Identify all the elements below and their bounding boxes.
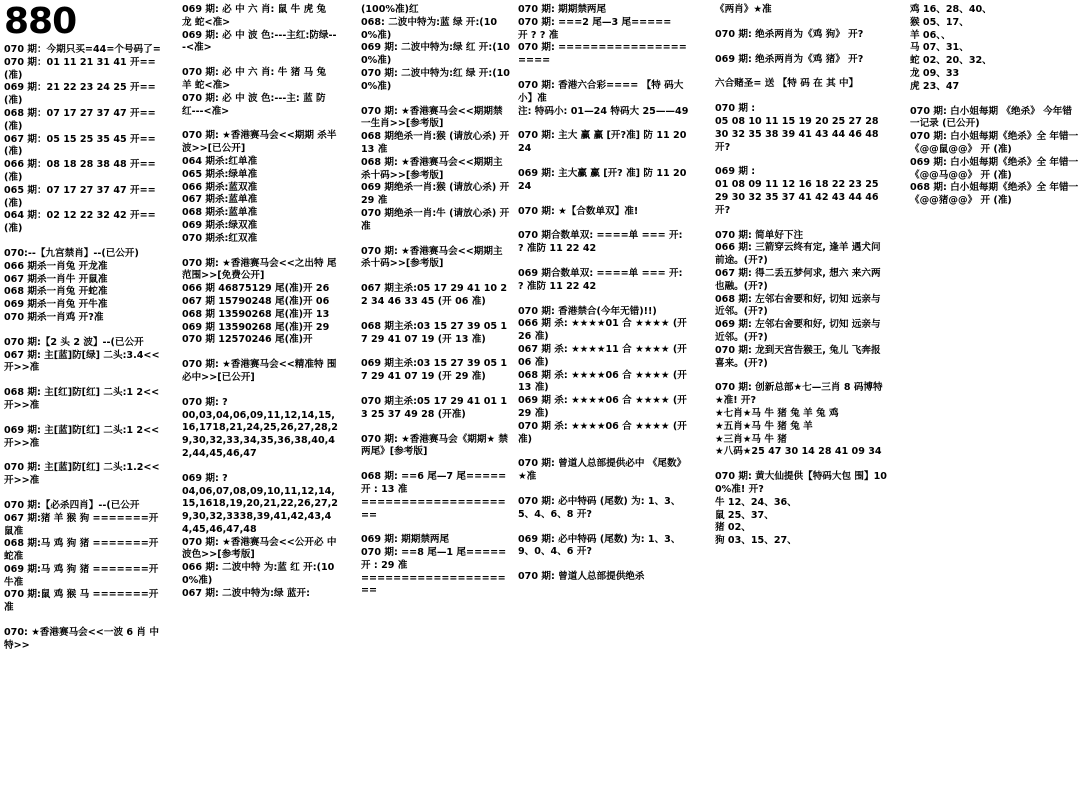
text-line: 065 期：07 17 27 37 47 开==(准) bbox=[4, 184, 156, 209]
text-line: 068 期杀一肖兔 开蛇准 bbox=[4, 286, 108, 298]
column-1 bbox=[4, 0, 162, 797]
text-line: 070 期杀一肖鸡 开?准 bbox=[4, 311, 104, 323]
spacer bbox=[361, 384, 513, 396]
spacer bbox=[361, 346, 513, 358]
text-line: 069 期: 必 中 波 色:---主红:防绿---<准> bbox=[182, 29, 337, 54]
text-line: 鼠 25、37、 bbox=[715, 509, 774, 521]
spacer bbox=[182, 347, 338, 359]
text-line: 069 期: 主大赢 赢 [开? 准] 防 11 20 24 bbox=[518, 167, 690, 192]
text-line: 069 期绝杀一肖:猴 (请放心杀) 开 29 准 bbox=[361, 182, 513, 207]
text-line: 064 期杀:红单准 bbox=[182, 155, 258, 167]
spacer bbox=[518, 194, 690, 206]
text-line: 067 期 杀: ★★★★11 合 ★★★★ (开 06 准) bbox=[518, 343, 690, 368]
text-line: 六合赌圣= 送 【特 码 在 其 中】 bbox=[715, 78, 859, 90]
spacer bbox=[518, 294, 690, 306]
spacer bbox=[518, 446, 690, 458]
spacer bbox=[361, 94, 513, 106]
text-line: 070: ★香港赛马会<<一波 6 肖 中特>> bbox=[4, 627, 159, 651]
text-line: 070:--【九宫禁肖】--(已公开) bbox=[4, 247, 139, 259]
text-line: 069 期:马 鸡 狗 猪 =======开 牛准 bbox=[4, 563, 162, 588]
text-line: 牛 12、24、36、 bbox=[715, 496, 797, 508]
text-line: 070 期合数单双: ====单 === 开: ? 准防 11 22 42 bbox=[518, 230, 686, 255]
text-line: 070 期: 龙到天宫告猴王, 兔儿 飞奔报喜来。(开?) bbox=[715, 344, 881, 369]
text-line: 鸡 16、28、40、 bbox=[910, 4, 992, 15]
text-line: 070 期: ★香港赛马会<<之出特 尾范围>>[免费公开] bbox=[182, 257, 337, 282]
text-line: ★七肖★马 牛 猪 兔 羊 兔 鸡 bbox=[715, 407, 839, 419]
text-line: 068 期 13590268 尾(准)开 13 bbox=[182, 308, 330, 320]
text-line: 070 期: ==================== bbox=[518, 42, 687, 67]
spacer bbox=[4, 325, 162, 337]
column-5-body bbox=[715, 0, 887, 548]
column-4-body bbox=[518, 0, 690, 584]
text-line: 070 期: ★香港赛马会<<公开必 中波色>>[参考版] bbox=[182, 536, 337, 561]
spacer bbox=[518, 218, 690, 230]
text-line: 狗 03、15、27、 bbox=[715, 535, 797, 547]
text-line: 070 期 杀: ★★★★06 合 ★★★★ (开 准) bbox=[518, 420, 690, 445]
spacer bbox=[715, 17, 887, 29]
text-line: 070 期 12570246 尾(准)开 bbox=[182, 334, 313, 346]
column-2 bbox=[182, 0, 338, 797]
spacer bbox=[4, 450, 162, 462]
spacer bbox=[361, 234, 513, 246]
spacer bbox=[4, 375, 162, 387]
text-line: 04,06,07,08,09,10,11,12,14,15,1618,19,20,21,22,26,27,29,30,32,3338,39,41,42,43,44,45,46,47,48 bbox=[182, 485, 338, 535]
text-line: 070 期主杀:05 17 29 41 01 13 25 37 49 28 (开准) bbox=[361, 395, 508, 420]
spacer bbox=[4, 236, 162, 248]
text-line: ★八码★25 47 30 14 28 41 09 34 bbox=[715, 446, 882, 458]
spacer bbox=[715, 66, 887, 78]
text-line: 070 期: ? bbox=[182, 396, 228, 408]
spacer bbox=[715, 370, 887, 382]
text-line: 068 期: 左邻右舍要和好, 切知 远亲与近邻。(开?) bbox=[715, 293, 881, 318]
column-5 bbox=[715, 0, 887, 797]
text-line: 070 期: 香港六合彩==== 【特 码大小】准 bbox=[518, 79, 684, 104]
text-line: 070 期: 白小姐每期《绝杀》全 年错一 《@@鼠@@》 开 (准) bbox=[910, 131, 1079, 155]
text-line: 01 08 09 11 12 16 18 22 23 25 29 30 32 35 37 41 42 43 44 46 开? bbox=[715, 179, 882, 216]
spacer bbox=[518, 484, 690, 496]
text-line: 070 期: 必中特码 (尾数) 为: 1、3、5、4、6、8 开? bbox=[518, 495, 681, 520]
text-line: 066 期 46875129 尾(准)开 26 bbox=[182, 283, 330, 295]
spacer bbox=[518, 522, 690, 534]
spacer bbox=[518, 156, 690, 168]
text-line: 070 期:【2 头 2 波】--(已公开 bbox=[4, 336, 144, 348]
spacer bbox=[518, 118, 690, 130]
text-line: 068 期:马 鸡 狗 猪 =======开 蛇准 bbox=[4, 538, 162, 563]
text-line: 066 期: 二波中特 为:蓝 红 开:(100%准) bbox=[182, 562, 335, 587]
spacer bbox=[182, 461, 338, 473]
text-line: 070 期: ★香港赛马会<<期期禁 一生肖>>[参考版] bbox=[361, 105, 506, 130]
spacer bbox=[715, 154, 887, 166]
text-line: 070 期: 白小姐每期 《绝杀》 今年错一记录 (已公开) bbox=[910, 105, 1072, 130]
text-line: 070 期: ★香港赛马会<<精准特 围必中>>[已公开] bbox=[182, 359, 337, 383]
spacer bbox=[715, 42, 887, 54]
text-line: 069 期 13590268 尾(准)开 29 bbox=[182, 321, 330, 333]
text-line: 067 期:猪 羊 猴 狗 =======开 鼠准 bbox=[4, 512, 162, 537]
text-line: 070 期: 曾道人总部提供绝杀 bbox=[518, 571, 645, 583]
text-line: 070 期: ★香港赛马会<<期期 杀半波>>[已公开] bbox=[182, 130, 337, 155]
text-line: 069 期: 白小姐每期《绝杀》全 年错一 《@@马@@》 开 (准) bbox=[910, 156, 1079, 181]
spacer bbox=[4, 488, 162, 500]
spacer bbox=[910, 94, 1080, 106]
text-line: 067 期：05 15 25 35 45 开==(准) bbox=[4, 133, 156, 158]
text-line: 070 期: ===2 尾—3 尾===== bbox=[518, 16, 672, 28]
text-line: 070 期:鼠 鸡 猴 马 =======开 准 bbox=[4, 589, 162, 614]
text-line: 069 期: 绝杀两肖为《鸡 猪》 开? bbox=[715, 53, 864, 65]
spacer bbox=[361, 309, 513, 321]
text-line: 069 期: 期期禁两尾 bbox=[361, 534, 450, 546]
spacer bbox=[361, 422, 513, 434]
text-line: 066 期杀一肖兔 开龙准 bbox=[4, 260, 108, 272]
spacer bbox=[182, 246, 338, 258]
text-line: 069 期 杀: ★★★★06 合 ★★★★ (开 29 准) bbox=[518, 395, 690, 419]
text-line: 067 期杀:蓝单准 bbox=[182, 194, 258, 206]
text-line: 067 期 15790248 尾(准)开 06 bbox=[182, 295, 330, 307]
text-line: 注: 特码小: 01—24 特码大 25——49 bbox=[518, 105, 689, 117]
text-line: 066 期 杀: ★★★★01 合 ★★★★ (开 26 准) bbox=[518, 318, 690, 343]
text-line: 070 期: 黄大仙提供【特码大包 围】100%准! 开? bbox=[715, 471, 887, 495]
text-line: 068 期杀:蓝单准 bbox=[182, 207, 258, 219]
text-line: 067 期: 主[蓝]防[绿] 二头:3.4<<开>>准 bbox=[4, 349, 160, 374]
spacer bbox=[361, 271, 513, 283]
page-title: 880 bbox=[4, 1, 77, 42]
text-line: 069 期: 必中特码 (尾数) 为: 1、3、9、0、4、6 开? bbox=[518, 533, 681, 558]
text-line: 068 期: ==6 尾—7 尾===== 开 : 13 准 bbox=[361, 471, 510, 495]
spacer bbox=[4, 615, 162, 627]
text-line: 070 期: ★香港赛马会《期期★ 禁两尾》[参考版] bbox=[361, 433, 509, 458]
text-line: 068 期: 白小姐每期《绝杀》全 年错一 《@@猪@@》 开 (准) bbox=[910, 182, 1079, 207]
text-line: 070 期: 必 中 波 色:---主: 蓝 防红---<准> bbox=[182, 92, 326, 117]
text-line: 羊 06、、 bbox=[910, 29, 951, 41]
text-line: 070 期: ★【合数单双】准! bbox=[518, 205, 639, 217]
text-line: 068 期主杀:03 15 27 39 05 17 29 41 07 19 (开 13 准) bbox=[361, 320, 508, 345]
text-line: 070 期: 简单好下注 bbox=[715, 229, 804, 241]
text-line: 069 期: 二波中特为:绿 红 开:(100%准) bbox=[361, 42, 510, 67]
text-line: 猪 02、 bbox=[715, 522, 751, 534]
text-line: 067 期杀一肖牛 开鼠准 bbox=[4, 273, 108, 285]
text-line: 070 期：今期只买=44=个号码了= bbox=[4, 44, 161, 55]
text-line: 070 期: 必 中 六 肖: 牛 猪 马 兔 羊 蛇<准> bbox=[182, 67, 330, 91]
text-line: 070 期: ★香港赛马会<<期期主 杀十码>>[参考版] bbox=[361, 245, 506, 270]
text-line: 070 期: ==8 尾—1 尾===== 开 : 29 准 bbox=[361, 547, 510, 571]
column-6 bbox=[910, 0, 1080, 797]
text-line: 069 期 : bbox=[715, 166, 756, 178]
text-line: 066 期杀:蓝双准 bbox=[182, 181, 258, 193]
spacer bbox=[4, 413, 162, 425]
column-3 bbox=[361, 0, 513, 797]
text-line: 069 期主杀:03 15 27 39 05 17 29 41 07 19 (开 29 准) bbox=[361, 358, 508, 383]
text-line: 蛇 02、20、32、 bbox=[910, 55, 992, 67]
text-line: 068: 二波中特为:蓝 绿 开:(100%准) bbox=[361, 16, 498, 41]
text-line: 猴 05、17、 bbox=[910, 16, 969, 28]
text-line: 070 期: 主[蓝]防[红] 二头:1.2<<开>>准 bbox=[4, 462, 160, 487]
text-line: 070 期:【必杀四肖】--(已公开 bbox=[4, 499, 140, 511]
text-line: 065 期杀:绿单准 bbox=[182, 168, 258, 180]
text-line: 064 期：02 12 22 32 42 开==(准) bbox=[4, 210, 156, 235]
text-line: 070 期: 创新总部★七—三肖 8 码博特★准! 开? bbox=[715, 382, 883, 407]
text-line: 《两肖》★准 bbox=[715, 4, 772, 15]
column-1-body bbox=[4, 44, 162, 653]
spacer bbox=[361, 522, 513, 534]
text-line: 070 期 : bbox=[715, 103, 756, 115]
text-line: 龙 09、33 bbox=[910, 67, 960, 79]
text-line: 066 期：08 18 28 38 48 开==(准) bbox=[4, 159, 156, 183]
text-line: 069 期: 左邻右舍要和好, 切知 远亲与近邻。(开?) bbox=[715, 319, 881, 343]
spacer bbox=[518, 256, 690, 268]
text-line: 066 期: 三箭穿云终有定, 逢羊 遇犬问前途。(开?) bbox=[715, 242, 881, 267]
text-line: 00,03,04,06,09,11,12,14,15,16,1718,21,24,25,26,27,28,29,30,32,33,34,35,36,38,40,42,44,45,46,47 bbox=[182, 409, 338, 459]
text-line: 069 期杀:绿双准 bbox=[182, 219, 258, 231]
text-line: 069 期: ? bbox=[182, 472, 228, 484]
text-line: 070 期: 曾道人总部提供必中 《尾数》★准 bbox=[518, 458, 687, 483]
text-line: 070 期: 主大 赢 赢 [开?准] 防 11 20 24 bbox=[518, 130, 690, 155]
text-line: ==================== bbox=[361, 572, 506, 597]
text-line: 070 期：01 11 21 31 41 开==(准) bbox=[4, 56, 156, 81]
text-line: 070 期: 期期禁两尾 bbox=[518, 4, 607, 15]
text-line: 05 08 10 11 15 19 20 25 27 28 30 32 35 38 39 41 43 44 46 48 开? bbox=[715, 115, 882, 153]
text-line: 067 期: 得二丢五梦何求, 想六 来六两也融。(开?) bbox=[715, 267, 881, 292]
text-line: ==================== bbox=[361, 496, 506, 521]
text-line: 069 期: 必 中 六 肖: 鼠 牛 虎 兔 龙 蛇<准> bbox=[182, 4, 330, 28]
text-line: 068 期: ★香港赛马会<<期期主 杀十码>>[参考版] bbox=[361, 156, 506, 181]
text-line: 067 期主杀:05 17 29 41 10 22 34 46 33 45 (开 06 准) bbox=[361, 283, 508, 307]
spacer bbox=[518, 68, 690, 80]
text-line: 069 期: 主[蓝]防[红] 二头:1 2<<开>>准 bbox=[4, 424, 160, 449]
text-line: 虎 23、47 bbox=[910, 80, 960, 92]
spacer bbox=[715, 459, 887, 471]
spacer bbox=[182, 55, 338, 67]
spacer bbox=[182, 118, 338, 130]
text-line: 068 期 杀: ★★★★06 合 ★★★★ (开 13 准) bbox=[518, 369, 690, 394]
text-line: (100%准)红 bbox=[361, 4, 419, 15]
text-line: 068 期：07 17 27 37 47 开==(准) bbox=[4, 107, 156, 132]
spacer bbox=[182, 385, 338, 397]
text-line: 开 ? ? 准 bbox=[518, 29, 559, 41]
spacer bbox=[361, 459, 513, 471]
text-line: 069 期杀一肖兔 开牛准 bbox=[4, 299, 108, 311]
text-line: 069 期合数单双: ====单 === 开: ? 准防 11 22 42 bbox=[518, 267, 686, 292]
spacer bbox=[715, 218, 887, 230]
text-line: 068 期: 主[红]防[红] 二头:1 2<<开>>准 bbox=[4, 387, 160, 411]
text-line: ★三肖★马 牛 猪 bbox=[715, 433, 787, 445]
text-line: 070 期: 二波中特为:红 绿 开:(100%准) bbox=[361, 67, 510, 92]
column-4 bbox=[518, 0, 690, 797]
text-line: 070 期杀:红双准 bbox=[182, 232, 258, 244]
text-line: ★五肖★马 牛 猪 兔 羊 bbox=[715, 420, 813, 432]
spacer bbox=[518, 559, 690, 571]
text-line: 069 期：21 22 23 24 25 开==(准) bbox=[4, 82, 156, 107]
text-line: 070 期: 绝杀两肖为《鸡 狗》 开? bbox=[715, 28, 864, 40]
text-line: 067 期: 二波中特为:绿 蓝开: bbox=[182, 587, 310, 599]
text-line: 马 07、31、 bbox=[910, 42, 969, 54]
column-2-body bbox=[182, 0, 338, 601]
column-3-body bbox=[361, 0, 513, 598]
text-line: 070 期: 香港禁合(今年无错)!!) bbox=[518, 305, 657, 317]
spacer bbox=[715, 91, 887, 103]
column-6-body bbox=[910, 0, 1080, 208]
text-line: 068 期绝杀一肖:猴 (请放心杀) 开 13 准 bbox=[361, 131, 513, 155]
text-line: 070 期绝杀一肖:牛 (请放心杀) 开准 bbox=[361, 207, 510, 232]
